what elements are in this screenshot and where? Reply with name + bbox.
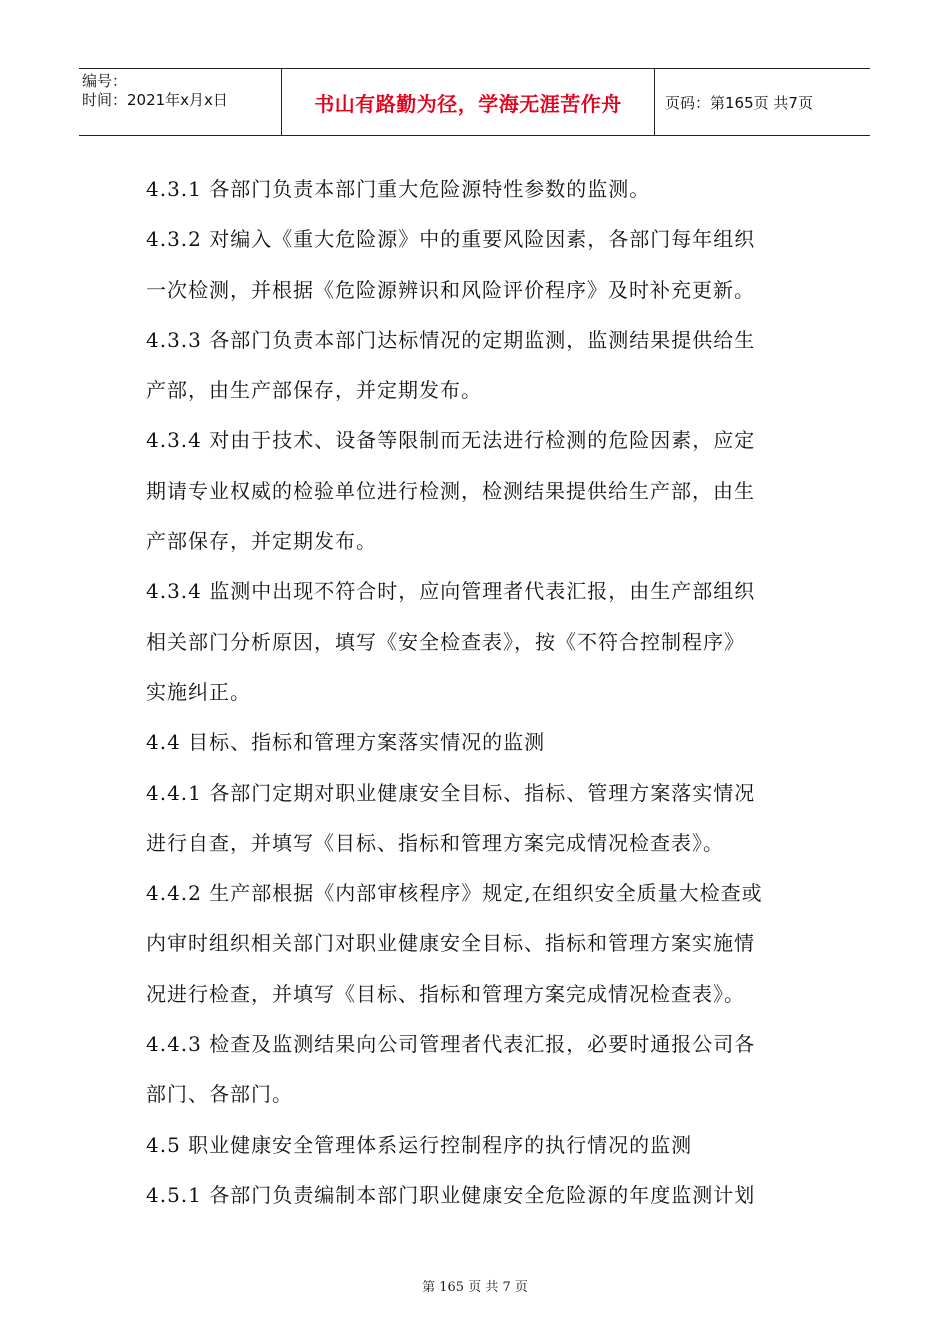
date-label: 时间：2021年x月x日 (82, 91, 228, 109)
section-heading: 4.4 目标、指标和管理方案落实情况的监测 (146, 730, 546, 755)
body-line: 期请专业权威的检验单位进行检测，检测结果提供给生产部，由生 (146, 478, 755, 503)
body-line: 实施纠正。 (146, 679, 251, 704)
body-line: 4.5.1 各部门负责编制本部门职业健康安全危险源的年度监测计划 (146, 1182, 756, 1207)
body-line: 4.3.2 对编入《重大危险源》中的重要风险因素，各部门每年组织 (146, 227, 756, 252)
body-line: 4.4.3 检查及监测结果向公司管理者代表汇报，必要时通报公司各 (146, 1032, 756, 1057)
header-page-info: 页码：第165页 共7页 (665, 93, 813, 112)
page-footer: 第 165 页 共 7 页 (422, 1280, 528, 1295)
body-line: 一次检测，并根据《危险源辨识和风险评价程序》及时补充更新。 (146, 277, 755, 302)
body-line: 内审时组织相关部门对职业健康安全目标、指标和管理方案实施情 (146, 931, 755, 956)
document-header (79, 68, 870, 136)
body-line: 产部，由生产部保存，并定期发布。 (146, 378, 482, 403)
body-line: 4.3.4 对由于技术、设备等限制而无法进行检测的危险因素，应定 (146, 428, 756, 453)
body-line: 进行自查，并填写《目标、指标和管理方案完成情况检查表》。 (146, 830, 724, 855)
document-body (146, 164, 806, 1220)
body-line: 相关部门分析原因，填写《安全检查表》，按《不符合控制程序》 (146, 629, 745, 654)
body-line: 4.3.4 监测中出现不符合时，应向管理者代表汇报，由生产部组织 (146, 579, 756, 604)
body-line: 4.3.1 各部门负责本部门重大危险源特性参数的监测。 (146, 177, 651, 201)
body-line: 4.3.3 各部门负责本部门达标情况的定期监测，监测结果提供给生 (146, 327, 756, 352)
body-line: 部门、各部门。 (146, 1082, 293, 1107)
header-motto: 书山有路勤为径，学海无涯苦作舟 (282, 69, 655, 135)
header-meta (79, 69, 282, 135)
section-heading: 4.5 职业健康安全管理体系运行控制程序的执行情况的监测 (146, 1132, 693, 1157)
body-line: 4.4.1 各部门定期对职业健康安全目标、指标、管理方案落实情况 (146, 780, 756, 805)
number-label: 编号： (82, 72, 128, 90)
body-line: 况进行检查，并填写《目标、指标和管理方案完成情况检查表》。 (146, 981, 745, 1006)
body-line: 产部保存，并定期发布。 (146, 529, 377, 554)
body-line: 4.4.2 生产部根据《内部审核程序》规定,在组织安全质量大检查或 (146, 881, 763, 906)
